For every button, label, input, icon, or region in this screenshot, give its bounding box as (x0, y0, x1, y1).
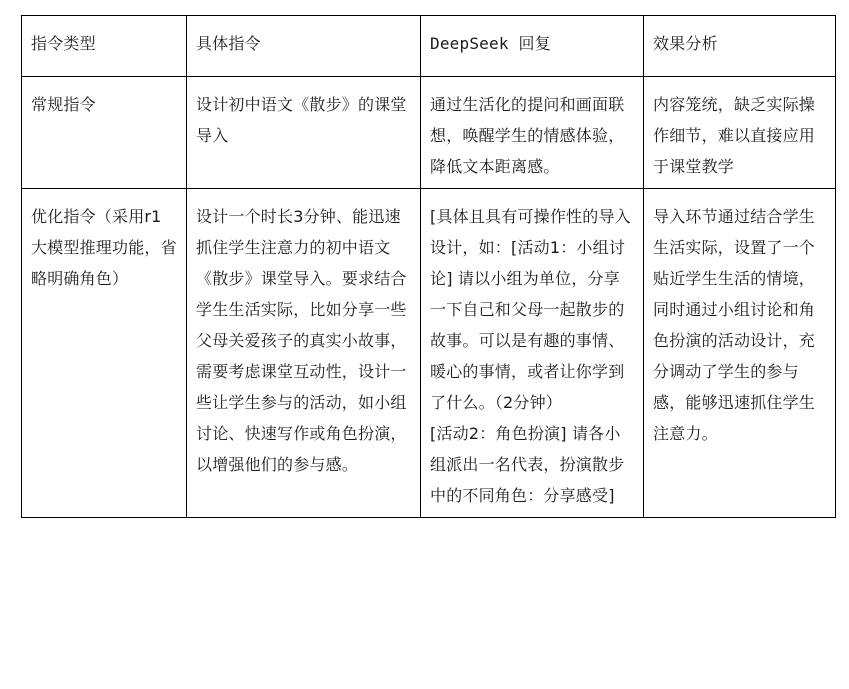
cell-instruction: 设计一个时长3分钟、能迅速抓住学生注意力的初中语文《散步》课堂导入。要求结合学生生活实际，比如分享一些父母关爱孩子的真实小故事，需要考虑课堂互动性，设计一些让学生参与的活动，如小组讨论、快速写作或角色扮演，以增强他们的参与感。 (187, 189, 421, 518)
cell-instruction: 设计初中语文《散步》的课堂导入 (187, 77, 421, 189)
reply-activity-1: [具体且具有可操作性的导入设计，如：[活动1：小组讨论] 请以小组为单位，分享一下自己和父母一起散步的故事。可以是有趣的事情、暖心的事情，或者让你学到了什么。（2分钟） (430, 207, 631, 412)
cell-reply (421, 189, 644, 518)
cell-analysis: 内容笼统，缺乏实际操作细节，难以直接应用于课堂教学 (644, 77, 836, 189)
header-cell-instruction: 具体指令 (187, 16, 421, 77)
cell-type: 常规指令 (22, 77, 187, 189)
table-header-row (22, 16, 836, 77)
cell-reply: 通过生活化的提问和画面联想，唤醒学生的情感体验，降低文本距离感。 (421, 77, 644, 189)
header-cell-type: 指令类型 (22, 16, 187, 77)
reply-activity-2: [活动2：角色扮演] 请各小组派出一名代表，扮演散步中的不同角色：分享感受] (430, 424, 625, 505)
header-cell-reply: DeepSeek 回复 (421, 16, 644, 77)
prompt-comparison-table (21, 15, 836, 518)
cell-type: 优化指令（采用r1 大模型推理功能，省略明确角色） (22, 189, 187, 518)
cell-analysis: 导入环节通过结合学生生活实际，设置了一个贴近学生生活的情境，同时通过小组讨论和角色扮演的活动设计，充分调动了学生的参与感，能够迅速抓住学生注意力。 (644, 189, 836, 518)
table-row (22, 189, 836, 518)
table-row (22, 77, 836, 189)
header-cell-analysis: 效果分析 (644, 16, 836, 77)
